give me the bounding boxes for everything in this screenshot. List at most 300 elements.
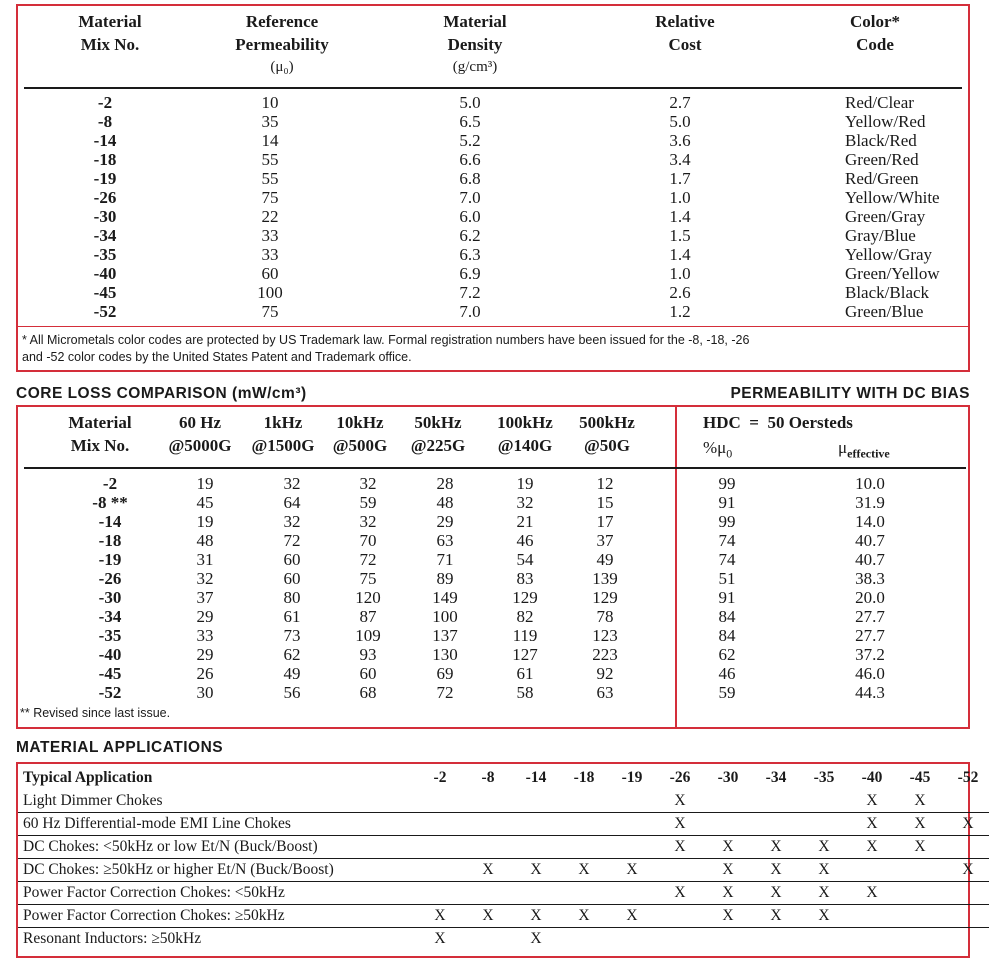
color-code-value: Yellow/White <box>845 188 940 207</box>
core-loss-value: 46 <box>516 531 534 550</box>
cost-value: 3.6 <box>669 131 691 150</box>
application-mark <box>512 836 560 859</box>
core-loss-value: 32 <box>283 512 301 531</box>
header-mix: Material Mix No. <box>78 12 142 54</box>
mu-effective-value: 44.3 <box>855 683 885 702</box>
cl-header-1khz: 1kHz @1500G <box>251 413 315 455</box>
pct-mu0-value: 74 <box>718 550 736 569</box>
application-mark: X <box>848 790 896 813</box>
application-mark <box>896 859 944 882</box>
application-mark: X <box>944 859 989 882</box>
application-mark: X <box>704 836 752 859</box>
cl-header-500khz: 500kHz @50G <box>579 413 635 455</box>
core-loss-value: 82 <box>516 607 534 626</box>
mix-number: -26 <box>98 569 122 588</box>
cost-value: 1.4 <box>669 245 691 264</box>
cl-header-10khz: 10kHz @500G <box>332 413 388 455</box>
core-loss-value: 45 <box>196 493 214 512</box>
application-mark <box>464 928 512 951</box>
core-loss-value: 149 <box>432 588 458 607</box>
application-mark <box>896 905 944 928</box>
mu-effective-value: 37.2 <box>855 645 885 664</box>
mix-number: -40 <box>98 645 122 664</box>
mix-column <box>75 93 135 321</box>
core-loss-value: 31 <box>196 550 214 569</box>
core-loss-value: 32 <box>359 512 377 531</box>
application-mark: X <box>800 905 848 928</box>
cl-mix-column <box>75 474 145 702</box>
core-loss-value: 62 <box>283 645 301 664</box>
core-loss-value: 72 <box>283 531 301 550</box>
mix-number: -45 <box>98 664 122 683</box>
density-value: 6.0 <box>459 207 481 226</box>
core-loss-value: 32 <box>516 493 534 512</box>
application-mark <box>560 928 608 951</box>
application-row <box>18 836 989 859</box>
revised-footnote: ** Revised since last issue. <box>20 706 171 720</box>
application-row <box>18 859 989 882</box>
permeability-value: 75 <box>261 188 279 207</box>
mix-number: -35 <box>98 626 122 645</box>
pct-mu0-value: 99 <box>718 474 736 493</box>
mix-number: -35 <box>93 245 117 264</box>
application-row <box>18 790 989 813</box>
density-value: 6.8 <box>459 169 481 188</box>
application-label: DC Chokes: <50kHz or low Et/N (Buck/Boost) <box>18 836 416 859</box>
mix-number: -30 <box>93 207 117 226</box>
pct-mu0-column <box>697 474 757 702</box>
application-mark <box>416 813 464 836</box>
density-value: 7.0 <box>459 188 481 207</box>
application-mark: X <box>704 859 752 882</box>
application-row <box>18 928 989 951</box>
application-label: Light Dimmer Chokes <box>18 790 416 813</box>
core-loss-value: 68 <box>359 683 377 702</box>
core-loss-value: 37 <box>596 531 614 550</box>
mu-effective-column <box>835 474 905 702</box>
application-mark <box>560 790 608 813</box>
permeability-value: 35 <box>261 112 279 131</box>
application-mark <box>464 813 512 836</box>
mix-number: -52 <box>93 302 117 321</box>
application-mark <box>560 813 608 836</box>
application-mark <box>416 859 464 882</box>
cost-value: 1.0 <box>669 264 691 283</box>
core-loss-value: 56 <box>283 683 301 702</box>
application-mark: X <box>530 930 542 947</box>
core-loss-value: 61 <box>283 607 301 626</box>
mix-number: -2 <box>97 93 113 112</box>
core-loss-value: 60 <box>283 550 301 569</box>
application-mark: X <box>560 905 608 928</box>
mix-header: -8 <box>481 768 495 786</box>
mix-header: -26 <box>669 768 691 786</box>
core-loss-value: 32 <box>196 569 214 588</box>
core-loss-value: 83 <box>516 569 534 588</box>
application-mark: X <box>704 905 752 928</box>
application-mark: X <box>752 882 800 905</box>
core-loss-value: 137 <box>432 626 458 645</box>
application-mark: X <box>800 836 848 859</box>
application-mark: X <box>464 859 512 882</box>
core-loss-value: 19 <box>196 512 214 531</box>
cost-value: 1.4 <box>669 207 691 226</box>
mix-number: -40 <box>93 264 117 283</box>
cl-10khz-column <box>338 474 398 702</box>
color-code-value: Black/Red <box>845 131 917 150</box>
core-loss-value: 12 <box>596 474 614 493</box>
cl-1khz-column <box>262 474 322 702</box>
mu-effective-header: $\mu_{effective}$ <box>838 438 890 461</box>
header-color-code: Color* Code <box>849 12 901 54</box>
application-mark <box>512 790 560 813</box>
application-mark <box>608 882 656 905</box>
core-loss-value: 26 <box>196 664 214 683</box>
mix-header: -34 <box>765 768 787 786</box>
application-label: 60 Hz Differential-mode EMI Line Chokes <box>18 813 416 836</box>
application-label: Power Factor Correction Chokes: ≥50kHz <box>18 905 416 928</box>
cost-value: 5.0 <box>669 112 691 131</box>
application-mark <box>944 836 989 859</box>
application-mark <box>512 882 560 905</box>
core-loss-title: CORE LOSS COMPARISON (mW/cm³) <box>16 385 307 402</box>
application-mark <box>752 928 800 951</box>
application-mark <box>416 836 464 859</box>
cl-header-60hz: 60 Hz @5000G <box>168 413 232 455</box>
permeability-value: 22 <box>261 207 279 226</box>
core-loss-value: 32 <box>359 474 377 493</box>
mu-effective-value: 27.7 <box>855 607 885 626</box>
color-code-column <box>845 93 965 321</box>
core-loss-value: 69 <box>436 664 454 683</box>
cost-value: 1.0 <box>669 188 691 207</box>
density-value: 6.9 <box>459 264 481 283</box>
core-loss-value: 49 <box>283 664 301 683</box>
cl-500khz-column <box>575 474 635 702</box>
density-column <box>430 93 510 321</box>
application-mark: X <box>656 882 704 905</box>
permeability-value: 55 <box>261 150 279 169</box>
mix-number: -34 <box>93 226 117 245</box>
core-loss-value: 129 <box>512 588 538 607</box>
pct-mu0-value: 74 <box>718 531 736 550</box>
core-loss-value: 72 <box>359 550 377 569</box>
core-loss-value: 33 <box>196 626 214 645</box>
core-loss-value: 72 <box>436 683 454 702</box>
application-mark: X <box>434 930 446 947</box>
color-code-value: Green/Gray <box>845 207 926 226</box>
application-mark: X <box>608 859 656 882</box>
header-permeability: Reference Permeability (μ₀) <box>235 12 329 75</box>
color-code-value: Yellow/Red <box>845 112 926 131</box>
application-mark <box>848 905 896 928</box>
core-loss-value: 15 <box>596 493 614 512</box>
mix-header: -19 <box>621 768 643 786</box>
application-mark: X <box>608 905 656 928</box>
core-loss-value: 100 <box>432 607 458 626</box>
density-value: 6.5 <box>459 112 481 131</box>
pct-mu0-value: 91 <box>718 493 736 512</box>
color-code-value: Black/Black <box>845 283 930 302</box>
application-mark <box>656 905 704 928</box>
application-mark: X <box>752 836 800 859</box>
application-mark <box>656 928 704 951</box>
pct-mu0-value: 84 <box>718 626 736 645</box>
mix-header: -14 <box>525 768 547 786</box>
mu-effective-value: 40.7 <box>855 531 885 550</box>
application-mark: X <box>560 859 608 882</box>
application-mark <box>512 813 560 836</box>
trademark-footnote: * All Micrometals color codes are protected by US Trademark law. Formal registration numbers have been issued for the -8, -18, -26 and -52 color codes by the United States Patent and Trademark office. <box>22 333 750 364</box>
application-mark <box>608 813 656 836</box>
perm-bias-title: PERMEABILITY WITH DC BIAS <box>730 385 970 402</box>
core-loss-value: 54 <box>516 550 534 569</box>
application-mark: X <box>896 836 944 859</box>
cl-60hz-column <box>175 474 235 702</box>
application-mark <box>944 882 989 905</box>
core-loss-value: 48 <box>196 531 214 550</box>
table1-header-rule <box>24 87 962 89</box>
core-loss-value: 93 <box>359 645 377 664</box>
cl-header-100khz: 100kHz @140G <box>497 413 553 455</box>
mix-number: -8 <box>97 112 113 131</box>
core-loss-value: 127 <box>512 645 538 664</box>
application-mark <box>944 928 989 951</box>
application-mark <box>800 928 848 951</box>
core-loss-value: 58 <box>516 683 534 702</box>
application-mark: X <box>848 813 896 836</box>
core-loss-value: 37 <box>196 588 214 607</box>
application-mark: X <box>752 859 800 882</box>
pct-mu0-value: 46 <box>718 664 736 683</box>
core-loss-value: 60 <box>283 569 301 588</box>
core-loss-value: 139 <box>592 569 618 588</box>
core-loss-value: 123 <box>592 626 618 645</box>
core-loss-value: 29 <box>196 607 214 626</box>
core-loss-value: 61 <box>516 664 534 683</box>
color-code-value: Gray/Blue <box>845 226 916 245</box>
cost-value: 2.7 <box>669 93 691 112</box>
core-loss-value: 78 <box>596 607 614 626</box>
mix-number: -19 <box>93 169 117 188</box>
application-mark <box>704 928 752 951</box>
mix-number: -30 <box>98 588 122 607</box>
mix-number: -18 <box>98 531 122 550</box>
core-loss-value: 59 <box>359 493 377 512</box>
core-loss-value: 32 <box>283 474 301 493</box>
mix-number: -52 <box>98 683 122 702</box>
core-loss-value: 19 <box>196 474 214 493</box>
mix-header: -52 <box>957 768 979 786</box>
core-loss-value: 119 <box>512 626 538 645</box>
color-code-value: Red/Green <box>845 169 919 188</box>
color-code-value: Green/Red <box>845 150 919 169</box>
application-mark: X <box>896 813 944 836</box>
table2-divider <box>675 405 677 729</box>
table2-header-rule <box>24 467 966 469</box>
mix-number: -45 <box>93 283 117 302</box>
application-mark <box>848 859 896 882</box>
hdc-label: HDC = 50 Oersteds <box>703 413 853 432</box>
application-mark: X <box>512 905 560 928</box>
application-mark: X <box>656 790 704 813</box>
pct-mu0-value: 84 <box>718 607 736 626</box>
application-mark <box>608 836 656 859</box>
application-label: DC Chokes: ≥50kHz or higher Et/N (Buck/Boost) <box>18 859 416 882</box>
color-code-value: Yellow/Gray <box>845 245 933 264</box>
application-row <box>18 882 989 905</box>
header-density: Material Density (g/cm³) <box>443 12 507 75</box>
cl-header-50khz: 50kHz @225G <box>410 413 466 455</box>
mu-effective-value: 27.7 <box>855 626 885 645</box>
application-mark: X <box>416 905 464 928</box>
core-loss-value: 17 <box>596 512 614 531</box>
core-loss-value: 70 <box>359 531 377 550</box>
application-mark: X <box>800 882 848 905</box>
mix-number: -26 <box>93 188 117 207</box>
core-loss-value: 63 <box>436 531 454 550</box>
application-mark: X <box>656 836 704 859</box>
application-mark <box>944 790 989 813</box>
permeability-value: 100 <box>257 283 283 302</box>
core-loss-value: 73 <box>283 626 301 645</box>
core-loss-value: 29 <box>196 645 214 664</box>
application-mark: X <box>512 859 560 882</box>
application-mark <box>752 790 800 813</box>
mu-effective-value: 31.9 <box>855 493 885 512</box>
header-cost: Relative Cost <box>655 12 715 54</box>
application-mark <box>800 813 848 836</box>
density-value: 5.2 <box>459 131 481 150</box>
application-label: Resonant Inductors: ≥50kHz <box>23 930 202 947</box>
cost-value: 1.7 <box>669 169 691 188</box>
cost-column <box>640 93 720 321</box>
cl-100khz-column <box>495 474 555 702</box>
mix-number: -34 <box>98 607 122 626</box>
mix-header: -30 <box>717 768 739 786</box>
application-mark: X <box>848 882 896 905</box>
application-mark <box>704 790 752 813</box>
mix-header: -2 <box>433 768 447 786</box>
core-loss-value: 30 <box>196 683 214 702</box>
application-mark <box>656 859 704 882</box>
core-loss-value: 49 <box>596 550 614 569</box>
color-code-value: Red/Clear <box>845 93 914 112</box>
cost-value: 1.5 <box>669 226 691 245</box>
application-mark <box>560 882 608 905</box>
application-mark <box>896 882 944 905</box>
application-mark: X <box>464 905 512 928</box>
core-loss-value: 48 <box>436 493 454 512</box>
application-mark <box>608 790 656 813</box>
permeability-value: 55 <box>261 169 279 188</box>
core-loss-value: 63 <box>596 683 614 702</box>
permeability-value: 33 <box>261 245 279 264</box>
application-mark <box>464 882 512 905</box>
core-loss-value: 21 <box>516 512 534 531</box>
application-label: Power Factor Correction Chokes: <50kHz <box>18 882 416 905</box>
core-loss-value: 71 <box>436 550 454 569</box>
pct-mu0-value: 99 <box>718 512 736 531</box>
application-mark: X <box>896 790 944 813</box>
mix-header: -18 <box>573 768 595 786</box>
cl-50khz-column <box>415 474 475 702</box>
typical-application-header: Typical Application <box>23 768 153 786</box>
density-value: 6.6 <box>459 150 481 169</box>
cost-value: 2.6 <box>669 283 691 302</box>
permeability-value: 14 <box>261 131 279 150</box>
application-mark: X <box>752 905 800 928</box>
cost-value: 1.2 <box>669 302 691 321</box>
mu-effective-value: 40.7 <box>855 550 885 569</box>
mix-header: -35 <box>813 768 835 786</box>
application-mark <box>416 882 464 905</box>
core-loss-value: 29 <box>436 512 454 531</box>
application-mark: X <box>944 813 989 836</box>
core-loss-value: 223 <box>592 645 618 664</box>
application-mark <box>464 836 512 859</box>
core-loss-value: 28 <box>436 474 454 493</box>
density-value: 6.3 <box>459 245 481 264</box>
mix-header: -40 <box>861 768 883 786</box>
core-loss-value: 130 <box>432 645 458 664</box>
mu-effective-value: 38.3 <box>855 569 885 588</box>
application-row <box>18 813 989 836</box>
density-value: 6.2 <box>459 226 481 245</box>
cl-header-mix: Material Mix No. <box>68 413 132 455</box>
table1-footnote-rule <box>17 326 969 327</box>
application-mark <box>560 836 608 859</box>
application-mark <box>464 790 512 813</box>
pct-mu0-header: $\%\mu_0$ <box>703 438 733 461</box>
core-loss-value: 89 <box>436 569 454 588</box>
application-row <box>18 905 989 928</box>
mu-effective-value: 46.0 <box>855 664 885 683</box>
cost-value: 3.4 <box>669 150 691 169</box>
mix-number: -18 <box>93 150 117 169</box>
core-loss-value: 120 <box>355 588 381 607</box>
mix-number: -14 <box>93 131 117 150</box>
application-mark <box>848 928 896 951</box>
core-loss-value: 92 <box>596 664 614 683</box>
mix-number: -19 <box>98 550 122 569</box>
density-value: 7.2 <box>459 283 481 302</box>
permeability-value: 33 <box>261 226 279 245</box>
application-mark: X <box>704 882 752 905</box>
application-mark: X <box>800 859 848 882</box>
core-loss-value: 19 <box>516 474 534 493</box>
core-loss-value: 80 <box>283 588 301 607</box>
application-mark <box>944 905 989 928</box>
application-mark: X <box>656 813 704 836</box>
application-mark <box>608 928 656 951</box>
core-loss-value: 109 <box>355 626 381 645</box>
application-mark <box>752 813 800 836</box>
application-mark <box>800 790 848 813</box>
density-value: 5.0 <box>459 93 481 112</box>
pct-mu0-value: 51 <box>718 569 736 588</box>
permeability-value: 75 <box>261 302 279 321</box>
mix-number: -14 <box>98 512 122 531</box>
permeability-value: 10 <box>261 93 279 112</box>
mix-number: -8 ** <box>92 493 128 512</box>
pct-mu0-value: 62 <box>718 645 736 664</box>
mu-effective-value: 10.0 <box>855 474 885 493</box>
application-mark <box>896 928 944 951</box>
pct-mu0-value: 91 <box>718 588 736 607</box>
permeability-value: 60 <box>261 264 279 283</box>
core-loss-value: 75 <box>359 569 377 588</box>
